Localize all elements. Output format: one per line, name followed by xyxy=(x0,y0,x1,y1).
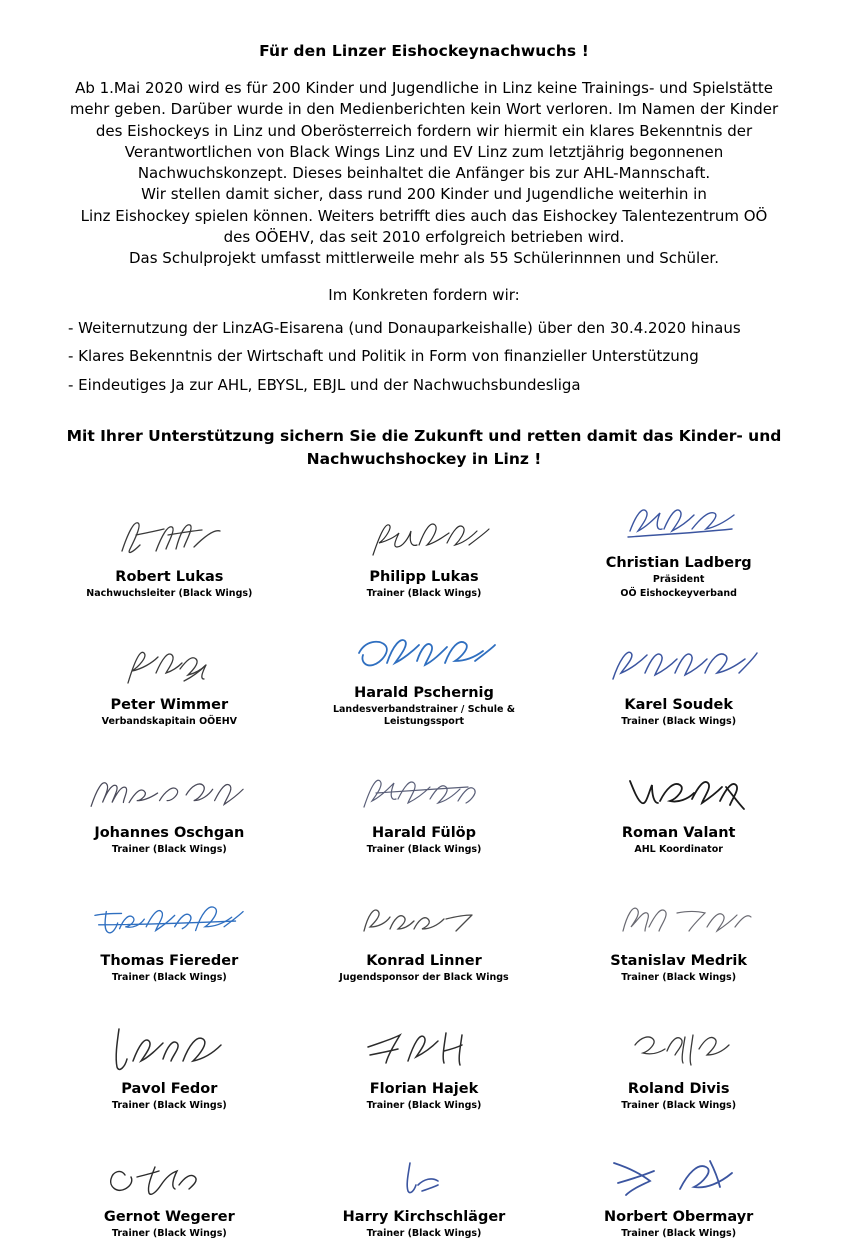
signatory-name: Konrad Linner xyxy=(366,952,482,969)
signatory-role: Nachwuchsleiter (Black Wings) xyxy=(86,588,253,600)
demand-item: - Klares Bekenntnis der Wirtschaft und Politik in Form von finanzieller Unterstützung xyxy=(68,347,699,366)
demand-item: - Eindeutiges Ja zur AHL, EBYSL, EBJL und der Nachwuchsbundesliga xyxy=(68,375,581,394)
signature-block xyxy=(551,868,806,990)
signature-mark-icon xyxy=(329,1149,519,1205)
signatory-role: Trainer (Black Wings) xyxy=(621,1100,737,1112)
signature-mark-icon xyxy=(329,893,519,949)
intro-paragraphs xyxy=(54,78,794,270)
signatory-role: Jugendsponsor der Black Wings xyxy=(339,972,509,984)
signatory-name: Pavol Fedor xyxy=(121,1080,218,1097)
signatory-role: Trainer (Black Wings) xyxy=(366,1228,482,1240)
signature-mark-icon xyxy=(584,1021,774,1077)
signature-mark-icon xyxy=(584,1149,774,1205)
signatory-role: Trainer (Black Wings) xyxy=(621,1228,737,1240)
signatory-role: Trainer (Black Wings) xyxy=(111,1228,227,1240)
signatory-name: Roman Valant xyxy=(621,824,736,841)
signatory-role: Trainer (Black Wings) xyxy=(621,972,737,984)
signature-mark-icon xyxy=(74,509,264,565)
signatory-name: Norbert Obermayr xyxy=(603,1208,754,1225)
paragraph-line: des OÖEHV, das seit 2010 erfolgreich betrieben wird. xyxy=(223,228,625,247)
paragraph-line: Wir stellen damit sicher, dass rund 200 Kinder und Jugendliche weiterhin in xyxy=(141,185,707,204)
signatory-role: AHL Koordinator xyxy=(634,844,723,856)
signature-mark-icon xyxy=(329,765,519,821)
signatory-name: Philipp Lukas xyxy=(369,568,479,585)
demands-list xyxy=(42,314,806,400)
signature-mark-icon xyxy=(584,765,774,821)
call-to-action-line: Nachwuchshockey in Linz ! xyxy=(306,449,542,468)
call-to-action-line: Mit Ihrer Unterstützung sichern Sie die Zukunft und retten damit das Kinder- und xyxy=(66,427,782,446)
paragraph-line: Nachwuchskonzept. Dieses beinhaltet die Anfänger bis zur AHL-Mannschaft. xyxy=(137,164,711,183)
signature-block xyxy=(42,996,297,1118)
paragraph-line: Linz Eishockey spielen können. Weiters betrifft dies auch das Eishockey Talentezentrum OÖ xyxy=(80,206,768,225)
signature-mark-icon xyxy=(74,893,264,949)
signature-block xyxy=(42,1124,297,1246)
signature-mark-icon xyxy=(584,637,774,693)
signatory-role: Trainer (Black Wings) xyxy=(366,844,482,856)
demands-intro: Im Konkreten fordern wir: xyxy=(328,285,520,304)
signatory-name: Stanislav Medrik xyxy=(610,952,748,969)
paragraph-line: mehr geben. Darüber wurde in den Medienberichten kein Wort verloren. Im Namen der Kinder xyxy=(69,100,779,119)
signatory-role: Verbandskapitain OÖEHV xyxy=(101,716,238,728)
signatory-name: Gernot Wegerer xyxy=(103,1208,235,1225)
signature-mark-icon xyxy=(584,893,774,949)
signature-block xyxy=(42,868,297,990)
signatory-role: Trainer (Black Wings) xyxy=(111,972,227,984)
signatory-role: Landesverbandstrainer / Schule & Leistungssport xyxy=(332,704,516,728)
signature-block xyxy=(42,612,297,734)
signature-block xyxy=(42,740,297,862)
signatory-name: Robert Lukas xyxy=(115,568,224,585)
signature-block xyxy=(297,612,552,734)
signatory-role: Präsident xyxy=(652,574,705,586)
signature-block xyxy=(297,740,552,862)
signature-mark-icon xyxy=(74,765,264,821)
paragraph-line: des Eishockeys in Linz und Oberösterreich fordern wir hiermit ein klares Bekenntnis der xyxy=(95,121,753,140)
signature-mark-icon xyxy=(74,637,264,693)
signature-mark-icon xyxy=(329,1021,519,1077)
signature-mark-icon xyxy=(329,625,519,681)
signatory-role-secondary: OÖ Eishockeyverband xyxy=(620,588,737,600)
signatory-name: Florian Hajek xyxy=(369,1080,479,1097)
demand-item: - Weiternutzung der LinzAG-Eisarena (und Donauparkeishalle) über den 30.4.2020 hinaus xyxy=(68,318,741,337)
signatory-name: Harald Fülöp xyxy=(371,824,477,841)
signature-block xyxy=(297,868,552,990)
signature-block xyxy=(297,1124,552,1246)
signature-block xyxy=(551,612,806,734)
call-to-action xyxy=(44,425,804,470)
signatory-name: Johannes Oschgan xyxy=(94,824,245,841)
page-title: Für den Linzer Eishockeynachwuchs ! xyxy=(259,42,589,60)
signature-block xyxy=(551,740,806,862)
paragraph-line: Ab 1.Mai 2020 wird es für 200 Kinder und Jugendliche in Linz keine Trainings- und Spielstätte xyxy=(75,79,773,97)
signature-mark-icon xyxy=(74,1021,264,1077)
paragraph-line: Verantwortlichen von Black Wings Linz und EV Linz zum letztjährig begonnenen xyxy=(124,142,724,161)
signatory-name: Christian Ladberg xyxy=(605,554,752,571)
signature-mark-icon xyxy=(74,1149,264,1205)
signatory-name: Karel Soudek xyxy=(624,696,733,713)
signature-grid xyxy=(42,484,806,1246)
signature-block xyxy=(551,484,806,606)
signatory-role: Trainer (Black Wings) xyxy=(111,844,227,856)
paragraph-line: Das Schulprojekt umfasst mittlerweile mehr als 55 Schülerinnnen und Schüler. xyxy=(128,249,719,268)
signature-block xyxy=(551,1124,806,1246)
signatory-name: Roland Divis xyxy=(627,1080,730,1097)
signature-mark-icon xyxy=(584,495,774,551)
signatory-name: Harald Pschernig xyxy=(354,684,494,701)
signature-mark-icon xyxy=(329,509,519,565)
signatory-name: Peter Wimmer xyxy=(110,696,229,713)
signatory-name: Harry Kirchschläger xyxy=(342,1208,506,1225)
signature-block xyxy=(297,996,552,1118)
signatory-role: Trainer (Black Wings) xyxy=(621,716,737,728)
signatory-role: Trainer (Black Wings) xyxy=(366,1100,482,1112)
signature-block xyxy=(42,484,297,606)
signatory-role: Trainer (Black Wings) xyxy=(366,588,482,600)
signatory-name: Thomas Fiereder xyxy=(100,952,239,969)
signature-block xyxy=(297,484,552,606)
signature-block xyxy=(551,996,806,1118)
signatory-role: Trainer (Black Wings) xyxy=(111,1100,227,1112)
